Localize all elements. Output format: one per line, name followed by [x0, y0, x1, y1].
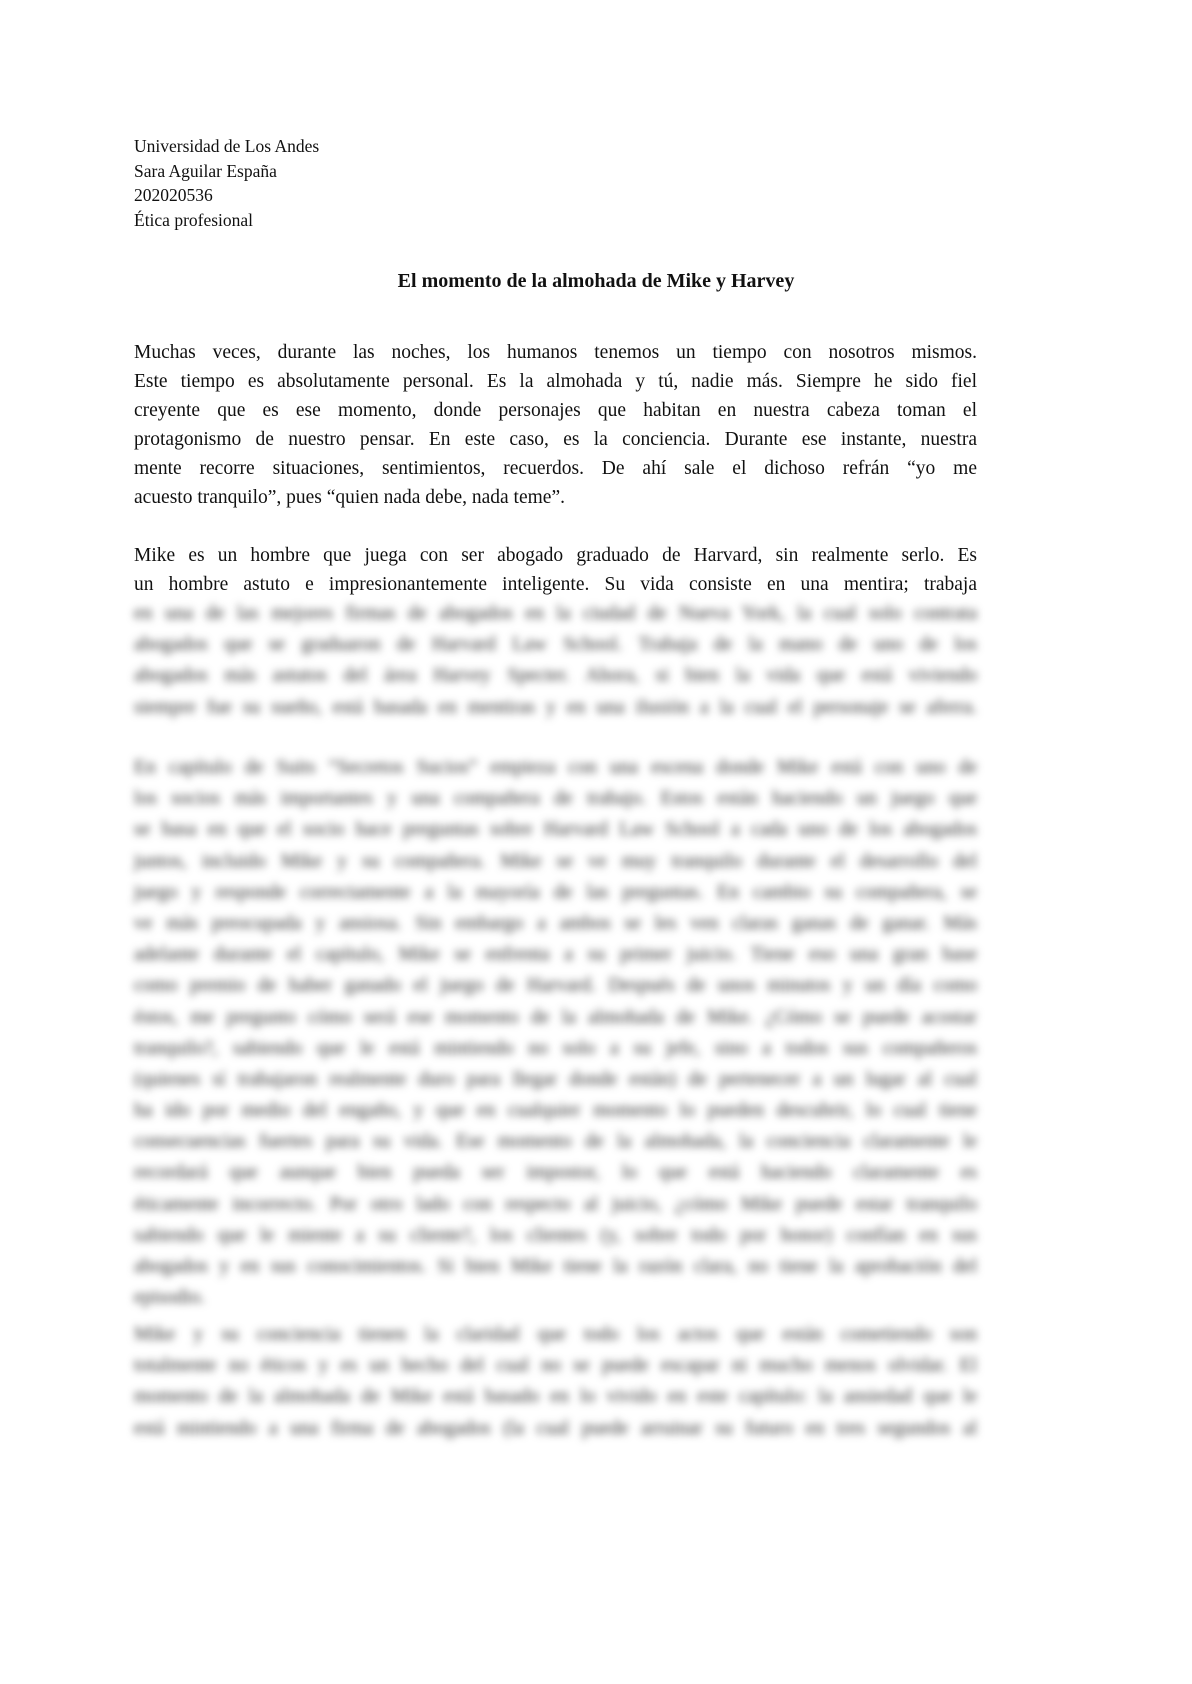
text-line: ha ido por medio del engaño, y que en cualquier momento lo pueden descubrir, lo cual tiene	[134, 1100, 977, 1122]
text-line: abogados y en sus conocimientos. Si bien Mike tiene la razón clara, no tiene la aprobación del	[134, 1256, 977, 1277]
text-line: ve más preocupada y ansiosa. Sin embargo a ambos se les ven claras ganas de ganar. Más	[134, 912, 977, 934]
text-line: episodio.	[134, 1287, 205, 1309]
paragraph-mike	[134, 541, 977, 599]
text-line: adelante durante el capítulo, Mike se enfrenta a su primer juicio. Tiene eso una gran base	[134, 944, 977, 966]
text-line: siempre fue su sueño, está basada en mentiras y en una ilusión a la cual el personaje se aferra.	[134, 696, 977, 718]
paragraph-mike-continued-blurred	[134, 598, 977, 723]
course-name: Ética profesional	[134, 209, 254, 230]
paragraph-conscience-blurred	[134, 1319, 977, 1444]
text-line: abogados que se graduaron de Harvard Law School. Trabaja de la mano de uno de los	[134, 634, 977, 656]
text-line: éstos, me pregunto cómo será ese momento de la almohada de Mike. ¿Cómo se puede acostar	[134, 1006, 977, 1028]
text-line: momento de la almohada de Mike está basado en lo vivido en este capítulo: la ansiedad que le	[134, 1386, 977, 1408]
author-name: Sara Aguilar España	[134, 160, 277, 181]
text-line: un hombre astuto e impresionantemente inteligente. Su vida consiste en una mentira; trabaja	[134, 574, 977, 595]
text-line: sabiendo que le miente a su cliente?, los clientes (y, sobre todo por honor) confían en sus	[134, 1224, 977, 1246]
text-line: (quienes sí trabajaron realmente duro para llegar donde están) de pertenecer a un lugar al cual	[134, 1068, 977, 1090]
text-line: en una de las mejores firmas de abogados en la ciudad de Nueva York, la cual solo contrata	[134, 603, 977, 624]
text-line: En capítulo de Suits “Secretos Sucios” empieza con una escena donde Mike está con uno de	[134, 757, 977, 778]
text-line: totalmente no éticos y es un hecho del cual no se puede escapar ni mucho menos olvidar. El	[134, 1355, 977, 1377]
text-line: mente recorre situaciones, sentimientos, recuerdos. De ahí sale el dichoso refrán “yo me	[134, 458, 977, 479]
university-name: Universidad de Los Andes	[134, 136, 320, 156]
text-line: juntos, incluido Mike y su compañera. Mike se ve muy tranquilo durante el desarrollo del	[134, 850, 977, 872]
text-line: éticamente incorrecto. Por otro lado con respecto al juicio, ¿cómo Mike puede estar tranquilo	[134, 1193, 977, 1215]
text-line: creyente que es ese momento, donde personajes que habitan en nuestra cabeza toman el	[134, 400, 977, 421]
text-line: los socios más importantes y una compañera de trabajo. Estos están haciendo un juego que	[134, 788, 977, 810]
text-line: recordará que aunque bien pueda ser impostor, lo que está haciendo claramente es	[134, 1162, 977, 1184]
text-line: acuesto tranquilo”, pues “quien nada debe, nada teme”.	[134, 487, 565, 508]
text-line: tranquilo?, sabiendo que le está mintiendo no solo a su jefe, sino a todos sus compañeros	[134, 1037, 977, 1059]
text-line: Mike y su conciencia tienen la claridad que todo los actos que están cometiendo son	[134, 1324, 977, 1345]
text-line: protagonismo de nuestro pensar. En este caso, es la conciencia. Durante ese instante, nuestra	[134, 429, 977, 450]
text-line: consecuencias fuertes para su vida. Ese momento de la almohada, la conciencia claramente le	[134, 1131, 977, 1153]
text-line: se basa en que el socio hace preguntas sobre Harvard Law School a cada uno de los abogados	[134, 819, 977, 841]
student-id: 202020536	[134, 185, 213, 206]
text-line: como premio de haber ganado el juego de Harvard. Después de unos minutos y un día como	[134, 975, 977, 997]
document-title: El momento de la almohada de Mike y Harvey	[397, 270, 795, 292]
text-line: Este tiempo es absolutamente personal. Es la almohada y tú, nadie más. Siempre he sido fiel	[134, 371, 977, 392]
text-line: está mintiendo a una firma de abogados (la cual puede arruinar su futuro en tres segundos al	[134, 1417, 977, 1439]
paragraph-intro	[134, 338, 977, 512]
text-line: juego y responde correctamente a la mayoría de las preguntas. En cambio su compañera, se	[134, 881, 977, 903]
text-line: Mike es un hombre que juega con ser abogado graduado de Harvard, sin realmente serlo. Es	[134, 545, 977, 566]
document-header	[134, 134, 319, 232]
text-line: Muchas veces, durante las noches, los humanos tenemos un tiempo con nosotros mismos.	[134, 342, 977, 363]
paragraph-episode-blurred	[134, 752, 977, 1313]
text-line: abogados más astutos del área Harvey Specter. Ahora, si bien la vida que está viviendo	[134, 665, 977, 687]
